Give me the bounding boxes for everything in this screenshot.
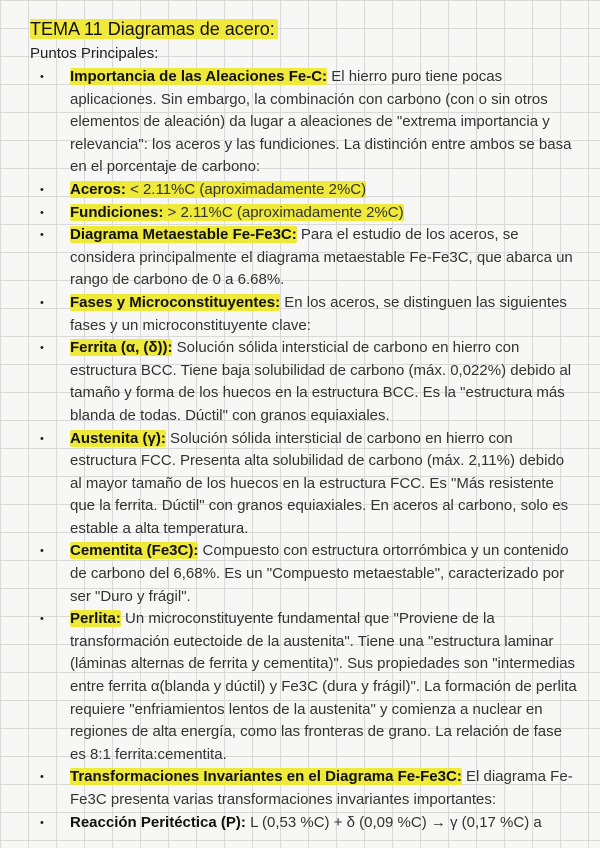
item-text: El diagrama Fe-Fe3C presenta varias transformaciones invariantes importantes: [70, 768, 573, 808]
bullet-icon: • [40, 71, 44, 83]
page-title: TEMA 11 Diagramas de acero: [30, 18, 578, 40]
item-text: En los aceros, se distinguen las siguientes fases y un microconstituyente clave: [70, 293, 567, 334]
bullet-icon: • [40, 206, 44, 219]
item-text: El hierro puro tiene pocas aplicaciones. Sin embargo, la combinación con carbono (con o sin otros elementos de aleación) da lugar a aleaciones de "extrema importancia y relevancia": los aceros y las fundiciones. La distinción entre ambos se basa en el porcentaje de carbono: [70, 68, 572, 176]
bullet-icon: • [40, 342, 44, 355]
item-text: Para el estudio de los aceros, se considera principalmente el diagrama metaestable Fe-Fe3C, que abarca un rango de carbono de 0 a 6.68%. [70, 226, 573, 289]
item-term: Reacción Peritéctica (P): [70, 813, 246, 831]
item-term: Transformaciones Invariantes en el Diagrama Fe-Fe3C: [70, 768, 462, 786]
bullet-icon: • [40, 432, 44, 445]
bullet-icon: • [40, 771, 44, 784]
item-term: Perlita: [70, 610, 121, 628]
list-item [30, 179, 578, 202]
bullet-icon: • [40, 229, 44, 242]
section-subtitle: Puntos Principales: [30, 45, 159, 62]
item-text: Un microconstituyente fundamental que "Proviene de la transformación eutectoide de la austenita". Tiene una "estructura laminar (láminas alternas de ferrita y cementita)". Sus propiedades son "intermedias entre ferrita α(blanda y dúctil) y Fe3C (dura y frágil)". La formación de perlita requiere "enfriamientos lentos de la austenita" y comienza a nuclear en regiones de alta energía, como las fronteras de grano. La relación de fase es 8:1 ferrita:cementita. [70, 610, 577, 763]
list-item [30, 224, 578, 292]
item-text: < 2.11%C (aproximadamente 2%C) [125, 180, 367, 198]
item-text: Solución sólida intersticial de carbono en hierro con estructura FCC. Presenta alta solubilidad de carbono (máx. 2,11%) debido al mayor tamaño de los huecos en la estructura FCC. Es "Más resistente que la ferrita. Dúctil" con granos equiaxiales. En aceros al carbono, solo es estable a alta temperatura. [70, 429, 569, 537]
bullet-icon: • [40, 296, 44, 309]
item-term: Ferrita (α, (δ)): [70, 339, 173, 357]
item-term: Fases y Microconstituyentes: [70, 293, 281, 311]
item-term: Austenita (γ): [70, 429, 166, 447]
bullet-icon: • [40, 613, 44, 626]
item-text: Compuesto con estructura ortorrómbica y un contenido de carbono del 6,68%. Es un "Compuesto metaestable", caracterizado por ser "Duro y frágil". [70, 542, 569, 605]
list-item [30, 812, 578, 835]
list-item [30, 292, 578, 337]
list-item [30, 428, 578, 541]
list-item [30, 608, 578, 766]
item-text: > 2.11%C (aproximadamente 2%C) [163, 203, 404, 221]
bullet-icon: • [40, 545, 44, 558]
item-term: Importancia de las Aleaciones Fe-C: [70, 68, 328, 85]
item-text: L (0,53 %C) + δ (0,09 %C) → γ (0,17 %C) a [245, 813, 542, 831]
list-item [30, 337, 578, 427]
bullet-icon: • [40, 816, 44, 829]
item-term: Aceros: [70, 180, 126, 198]
list-item [30, 66, 578, 179]
list-item [30, 766, 578, 811]
item-term: Fundiciones: [70, 203, 164, 221]
main-points-list [30, 66, 578, 834]
list-item [30, 540, 578, 608]
item-term: Cementita (Fe3C): [70, 542, 199, 560]
list-item [30, 202, 578, 225]
bullet-icon: • [40, 183, 44, 196]
item-text: Solución sólida intersticial de carbono en hierro con estructura BCC. Tiene baja solubilidad de carbono (máx. 0,022%) debido al tamaño y forma de los huecos en la estructura BCC. Es la "estructura más blanda de todas. Dúctil" con granos equiaxiales. [70, 339, 572, 424]
item-term: Diagrama Metaestable Fe-Fe3C: [70, 226, 297, 244]
